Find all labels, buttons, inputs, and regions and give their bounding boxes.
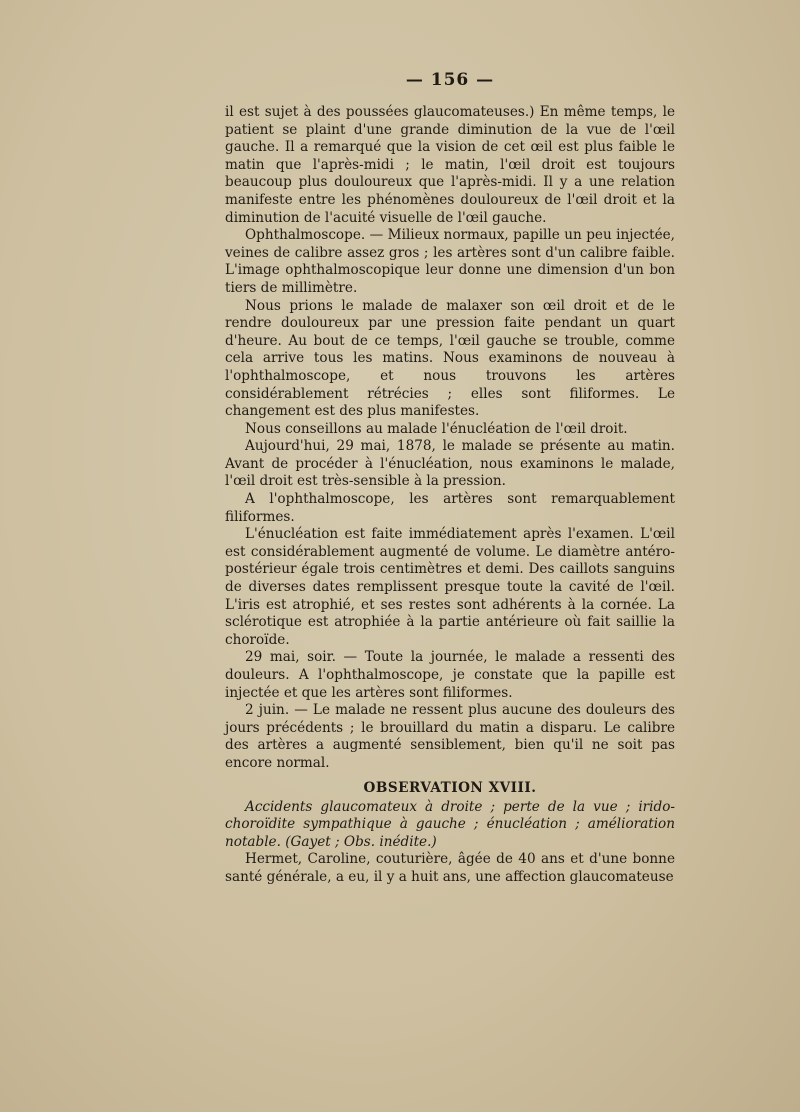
paragraph-ophthalmoscope: Ophthalmoscope. — Milieux normaux, papille un peu injectée, veines de calibre assez gros ; les artères sont d'un calibre faible. L'image ophthalmoscopique leur donne une dimension d'un bon tiers de millimètre. [225,227,675,296]
paragraph-arteries: A l'ophthalmoscope, les artères sont remarquablement filiformes. [225,491,675,525]
observation-title: OBSERVATION XVIII. [363,779,537,796]
paragraph-may-29-evening: 29 mai, soir. — Toute la journée, le malade a ressenti des douleurs. A l'ophthalmoscope, je constate que la papille est injectée et que les artères sont filiformes. [225,649,675,701]
observation-subtitle: Accidents glaucomateux à droite ; perte de la vue ; irido-choroïdite sympathique à gauche ; énucléation ; amélioration notable. (Gayet ; Obs. inédite.) [225,798,675,850]
paragraph-june-2: 2 juin. — Le malade ne ressent plus aucune des douleurs des jours précédents ; le brouillard du matin a disparu. Le calibre des artères a augmenté sensiblement, bien qu'il ne soit pas encore normal. [225,702,675,771]
observation-body: Hermet, Caroline, couturière, âgée de 40 ans et d'une bonne santé générale, a eu, il y a huit ans, une affection glaucomateuse [225,851,675,885]
paragraph-symptoms: il est sujet à des poussées glaucomateuses.) En même temps, le patient se plaint d'une grande diminution de la vue de l'œil gauche. Il a remarqué que la vision de cet œil est plus faible le matin que l'après-midi ; le matin, l'œil droit est toujours beaucoup plus douloureux que l'après-midi. Il y a une relation manifeste entre les phénomènes douloureux de l'œil droit et la diminution de l'acuité visuelle de l'œil gauche. [225,104,675,226]
text-block [225,70,675,887]
paragraph-pressure-test: Nous prions le malade de malaxer son œil droit et de le rendre douloureux par une pression faite pendant un quart d'heure. Au bout de ce temps, l'œil gauche se trouble, comme cela arrive tous les matins. Nous examinons de nouveau à l'ophthalmoscope, et nous trouvons les artères considérablement rétrécies ; elles sont filiformes. Le changement est des plus manifestes. [225,297,675,420]
paragraph-enucleation: L'énucléation est faite immédiatement après l'examen. L'œil est considérablement augmenté de volume. Le diamètre antéro-postérieur égale trois centimètres et demi. Des caillots sanguins de diverses dates remplissent presque toute la cavité de l'œil. L'iris est atrophié, et ses restes sont adhérents à la cornée. La sclérotique est atrophiée à la partie antérieure où fait saillie la choroïde. [225,526,675,648]
page-number: — 156 — [405,70,495,90]
paragraph-may-29: Aujourd'hui, 29 mai, 1878, le malade se présente au matin. Avant de procéder à l'énucléation, nous examinons le malade, l'œil droit est très-sensible à la pression. [225,438,675,490]
paragraph-advice: Nous conseillons au malade l'énucléation de l'œil droit. [245,420,628,437]
